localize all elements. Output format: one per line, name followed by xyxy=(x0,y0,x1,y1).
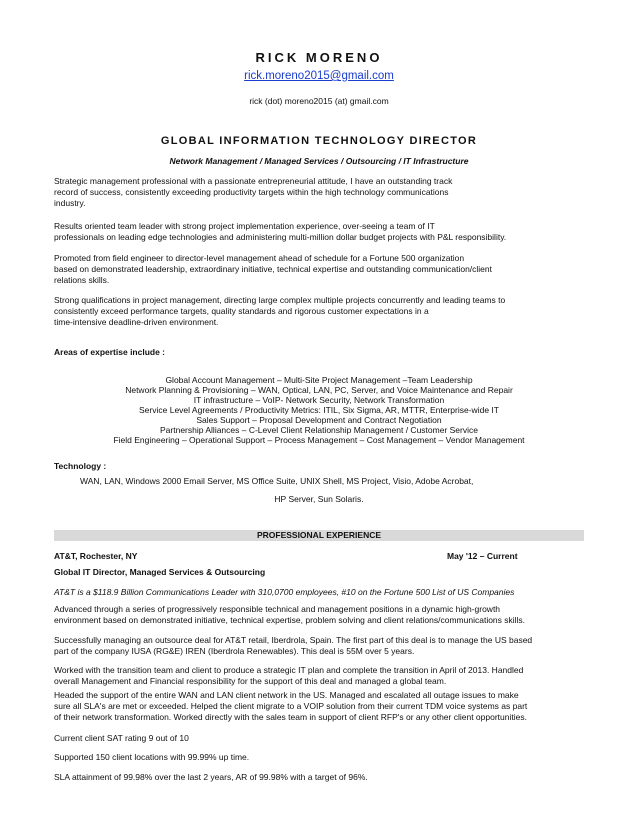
expertise-item: Field Engineering – Operational Support – Process Management – Cost Management – Vendor Management xyxy=(113,435,525,445)
experience-bullet: SLA attainment of 99.98% over the last 2 years, AR of 99.98% with a target of 96%. xyxy=(54,772,368,782)
expertise-item: Sales Support – Proposal Development and Contract Negotiation xyxy=(196,415,442,425)
candidate-name: RICK MORENO xyxy=(255,50,383,65)
email-obfuscated: rick (dot) moreno2015 (at) gmail.com xyxy=(249,96,389,106)
experience-paragraph: Successfully managing an outsource deal for AT&T retail, Iberdrola, Spain. The first part of this deal is to manage the US based part of the company IUSA (RG&E) IREN (Iberdrola Renewables). This deal is 55M over 5 years. xyxy=(54,635,533,656)
summary-paragraph: Strategic management professional with a passionate entrepreneurial attitude, I have an outstanding track record of success, consistently exceeding productivity targets within the high technology communications industry. xyxy=(54,176,453,208)
job-role: Global IT Director, Managed Services & Outsourcing xyxy=(54,567,266,577)
email-link[interactable]: rick.moreno2015@gmail.com xyxy=(244,70,394,82)
employment-dates: May '12 – Current xyxy=(447,551,518,561)
summary-paragraph: Results oriented team leader with strong project implementation experience, over-seeing a team of IT professionals on leading edge technologies and administering multi-million dollar budget projects with P&L responsibility. xyxy=(54,221,507,242)
experience-paragraph: Advanced through a series of progressively responsible technical and management positions in a dynamic high-growth environment based on demonstrated initiative, technical expertise, problem solving and client relations/communications skills. xyxy=(54,604,526,625)
expertise-item: Network Planning & Provisioning – WAN, Optical, LAN, PC, Server, and Voice Maintenance and Repair xyxy=(125,385,513,395)
experience-bullet: Supported 150 client locations with 99.99% up time. xyxy=(54,752,250,762)
summary-paragraph: Strong qualifications in project management, directing large complex multiple projects concurrently and leading teams to consistently exceed performance targets, quality standards and rigorous customer expectations in a time-intensive deadline-driven environment. xyxy=(54,295,506,327)
company-description: AT&T is a $118.9 Billion Communications Leader with 310,0700 employees, #10 on the Fortune 500 List of US Companies xyxy=(54,587,515,597)
job-subheadline: Network Management / Managed Services / Outsourcing / IT Infrastructure xyxy=(169,156,469,166)
technology-list-line: WAN, LAN, Windows 2000 Email Server, MS Office Suite, UNIX Shell, MS Project, Visio, Adobe Acrobat, xyxy=(80,476,474,486)
expertise-item: Global Account Management – Multi-Site Project Management –Team Leadership xyxy=(165,375,473,385)
section-title-experience: PROFESSIONAL EXPERIENCE xyxy=(256,530,382,540)
expertise-label: Areas of expertise include : xyxy=(54,347,166,357)
experience-bullet: Current client SAT rating 9 out of 10 xyxy=(54,733,189,743)
experience-paragraph: Worked with the transition team and client to produce a strategic IT plan and complete the transition in April of 2013. Handled overall Management and Financial responsibility for the support of this deal and managed a global team. xyxy=(54,665,524,686)
experience-paragraph: Headed the support of the entire WAN and LAN client network in the US. Managed and escalated all outage issues to make sure all SLA's are met or exceeded. Helped the client migrate to a VOIP solution from their current TDM voice systems as part of their network transformation. Worked directly with the sales team in support of client RFP's or any other client opportunities. xyxy=(54,690,528,722)
technology-label: Technology : xyxy=(54,461,107,471)
summary-paragraph: Promoted from field engineer to director-level management ahead of schedule for a Fortune 500 organization based on demonstrated leadership, extraordinary initiative, technical expertise and outstanding communication/client relations skills. xyxy=(54,253,493,285)
technology-list-line: HP Server, Sun Solaris. xyxy=(274,494,364,504)
expertise-item: Partnership Alliances – C-Level Client Relationship Management / Customer Service xyxy=(160,425,478,435)
expertise-item: Service Level Agreements / Productivity Metrics: ITIL, Six Sigma, AR, MTTR, Enterprise-wide IT xyxy=(139,405,499,415)
employer: AT&T, Rochester, NY xyxy=(54,551,138,561)
job-headline: GLOBAL INFORMATION TECHNOLOGY DIRECTOR xyxy=(160,135,478,147)
expertise-item: IT infrastructure – VoIP- Network Security, Network Transformation xyxy=(193,395,445,405)
